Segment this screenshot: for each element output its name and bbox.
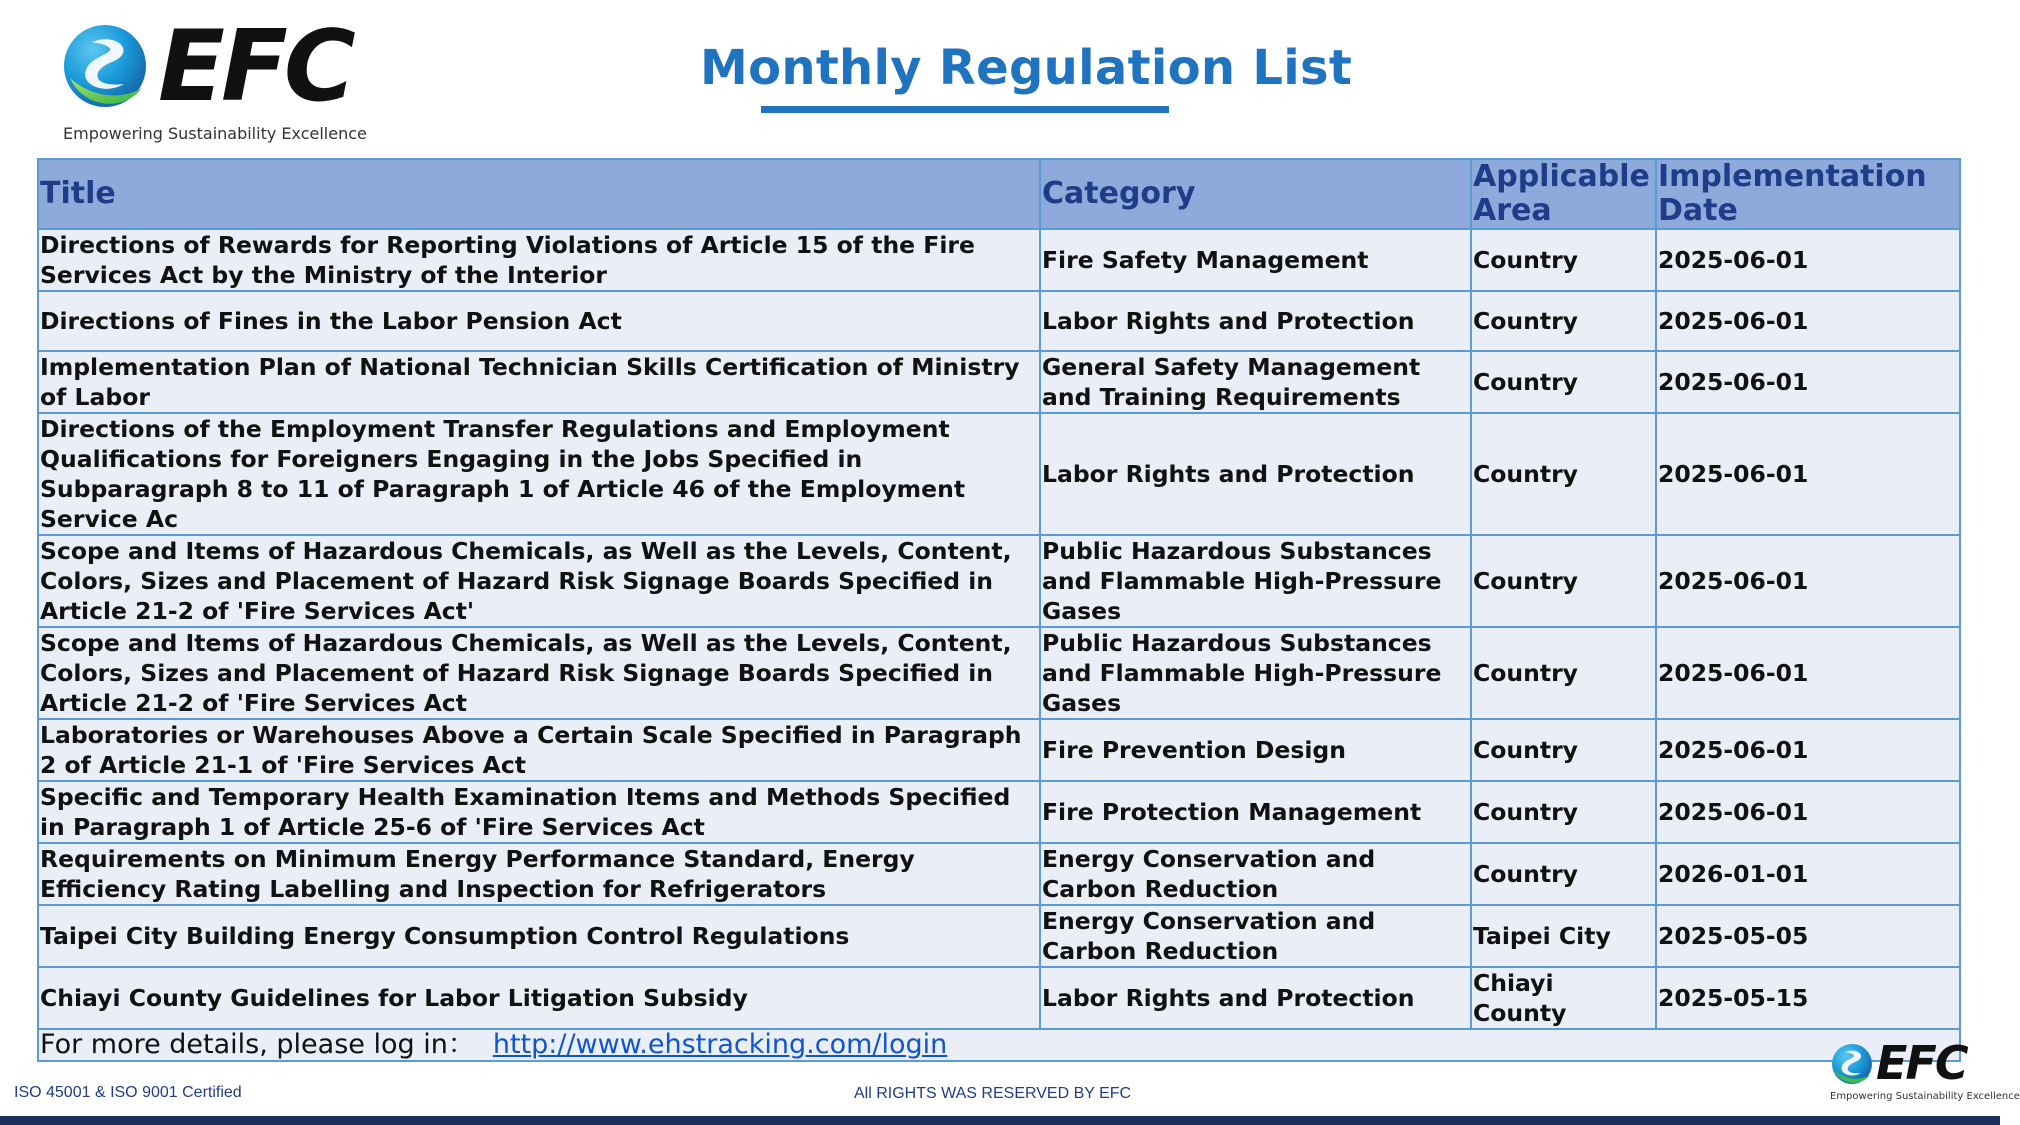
cell-area: Country <box>1471 413 1656 535</box>
certification-text: ISO 45001 & ISO 9001 Certified <box>14 1084 242 1101</box>
cell-area: Chiayi County <box>1471 967 1656 1029</box>
cell-area: Country <box>1471 229 1656 291</box>
cell-title: Taipei City Building Energy Consumption Control Regulations <box>38 905 1040 967</box>
cell-area: Country <box>1471 535 1656 627</box>
cell-category: Public Hazardous Substances and Flammable High-Pressure Gases <box>1040 627 1471 719</box>
cell-date: 2025-06-01 <box>1656 719 1960 781</box>
cell-title: Laboratories or Warehouses Above a Certain Scale Specified in Paragraph 2 of Article 21-1 of 'Fire Services Act <box>38 719 1040 781</box>
cell-date: 2025-06-01 <box>1656 781 1960 843</box>
table-row <box>38 843 1960 905</box>
cell-title: Specific and Temporary Health Examination Items and Methods Specified in Paragraph 1 of Article 25-6 of 'Fire Services Act <box>38 781 1040 843</box>
login-cell <box>38 1029 1960 1061</box>
cell-title: Directions of Fines in the Labor Pension Act <box>38 291 1040 351</box>
cell-area: Country <box>1471 291 1656 351</box>
logo-text: EFC <box>158 10 352 124</box>
login-prompt: For more details, please log in： <box>40 1029 475 1060</box>
cell-date: 2025-06-01 <box>1656 535 1960 627</box>
rights-text: All RIGHTS WAS RESERVED BY EFC <box>854 1085 1132 1102</box>
cell-category: Public Hazardous Substances and Flammable High-Pressure Gases <box>1040 535 1471 627</box>
cell-date: 2025-06-01 <box>1656 351 1960 413</box>
cell-category: Labor Rights and Protection <box>1040 413 1471 535</box>
cell-date: 2025-06-01 <box>1656 627 1960 719</box>
column-header-area: Applicable Area <box>1471 159 1656 229</box>
table-row <box>38 967 1960 1029</box>
cell-category: Fire Safety Management <box>1040 229 1471 291</box>
cell-title: Scope and Items of Hazardous Chemicals, as Well as the Levels, Content, Colors, Sizes and Placement of Hazard Risk Signage Boards Specified in Article 21-2 of 'Fire Services Act <box>38 627 1040 719</box>
logo-small-text: EFC <box>1876 1036 1967 1090</box>
table-row <box>38 535 1960 627</box>
cell-title: Chiayi County Guidelines for Labor Litigation Subsidy <box>38 967 1040 1029</box>
cell-title: Directions of the Employment Transfer Regulations and Employment Qualifications for Foreigners Engaging in the Jobs Specified in Subparagraph 8 to 11 of Paragraph 1 of Article 46 of the Employment Service Ac <box>38 413 1040 535</box>
cell-title: Directions of Rewards for Reporting Violations of Article 15 of the Fire Services Act by the Ministry of the Interior <box>38 229 1040 291</box>
logo-small-tagline: Empowering Sustainability Excellence <box>1830 1091 2020 1102</box>
cell-area: Country <box>1471 719 1656 781</box>
title-underline <box>761 106 1169 113</box>
cell-date: 2025-06-01 <box>1656 229 1960 291</box>
table-row <box>38 719 1960 781</box>
cell-category: Energy Conservation and Carbon Reduction <box>1040 843 1471 905</box>
table-row <box>38 291 1960 351</box>
cell-area: Country <box>1471 627 1656 719</box>
cell-category: General Safety Management and Training Requirements <box>1040 351 1471 413</box>
cell-category: Fire Prevention Design <box>1040 719 1471 781</box>
cell-category: Energy Conservation and Carbon Reduction <box>1040 905 1471 967</box>
page-title: Monthly Regulation List <box>700 40 1353 96</box>
table-row <box>38 229 1960 291</box>
cell-category: Labor Rights and Protection <box>1040 291 1471 351</box>
table-row <box>38 413 1960 535</box>
table-row <box>38 627 1960 719</box>
cell-area: Taipei City <box>1471 905 1656 967</box>
column-header-title: Title <box>38 159 1040 229</box>
cell-date: 2025-06-01 <box>1656 413 1960 535</box>
table-row <box>38 905 1960 967</box>
cell-category: Labor Rights and Protection <box>1040 967 1471 1029</box>
cell-area: Country <box>1471 781 1656 843</box>
cell-title: Implementation Plan of National Technician Skills Certification of Ministry of Labor <box>38 351 1040 413</box>
cell-category: Fire Protection Management <box>1040 781 1471 843</box>
cell-area: Country <box>1471 351 1656 413</box>
column-header-date: Implementation Date <box>1656 159 1960 229</box>
cell-title: Requirements on Minimum Energy Performance Standard, Energy Efficiency Rating Labelling and Inspection for Refrigerators <box>38 843 1040 905</box>
table-header-row <box>38 159 1960 229</box>
cell-date: 2026-01-01 <box>1656 843 1960 905</box>
cell-date: 2025-06-01 <box>1656 291 1960 351</box>
column-header-category: Category <box>1040 159 1471 229</box>
table-footer-row <box>38 1029 1960 1061</box>
cell-date: 2025-05-05 <box>1656 905 1960 967</box>
cell-title: Scope and Items of Hazardous Chemicals, as Well as the Levels, Content, Colors, Sizes and Placement of Hazard Risk Signage Boards Specified in Article 21-2 of 'Fire Services Act' <box>38 535 1040 627</box>
title-block <box>700 40 1353 96</box>
table-row <box>38 351 1960 413</box>
regulation-table <box>37 158 1961 1062</box>
cell-area: Country <box>1471 843 1656 905</box>
table-row <box>38 781 1960 843</box>
login-link[interactable]: http://www.ehstracking.com/login <box>492 1029 948 1060</box>
cell-date: 2025-05-15 <box>1656 967 1960 1029</box>
bottom-bar <box>0 1116 2000 1125</box>
logo-tagline: Empowering Sustainability Excellence <box>63 124 367 143</box>
